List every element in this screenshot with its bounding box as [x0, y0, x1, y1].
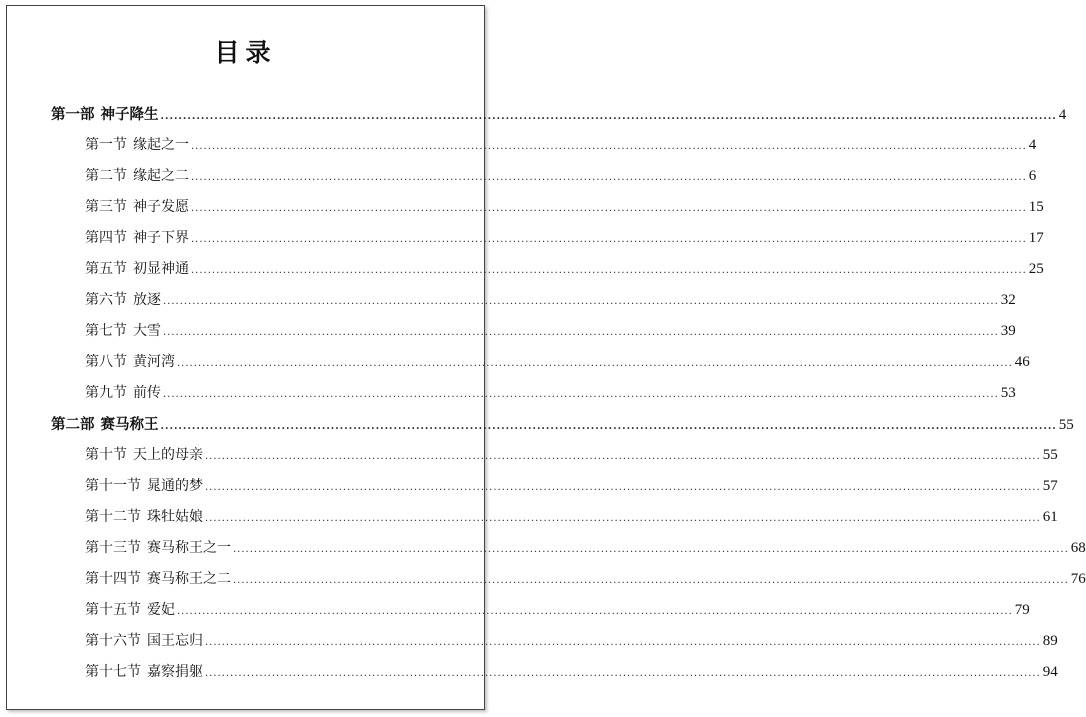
toc-entry-number: 第十一节	[85, 478, 141, 494]
dot-leader: ........................................................................................................................................................................................................	[233, 575, 1069, 586]
toc-page-number: 4	[1028, 137, 1037, 153]
dot-leader: ........................................................................................................................................................................................................	[177, 358, 1013, 369]
toc-page-number: 55	[1042, 447, 1058, 463]
dot-leader: ........................................................................................................................................................................................................	[160, 421, 1057, 432]
toc-entry-title: 爱妃	[147, 602, 175, 618]
toc-page-number: 39	[1000, 323, 1016, 339]
toc-entry-label	[85, 626, 203, 657]
toc-section-entry[interactable]	[51, 130, 1037, 161]
toc-section-entry[interactable]	[51, 564, 1086, 595]
toc-entry-label	[85, 285, 161, 316]
toc-entry-number: 第十七节	[85, 664, 141, 680]
toc-page-number: 76	[1070, 571, 1086, 587]
toc-section-entry[interactable]	[51, 316, 1016, 347]
toc-entry-label	[85, 595, 175, 626]
toc-page-number: 32	[1000, 292, 1016, 308]
toc-page-number: 46	[1014, 354, 1030, 370]
toc-entry-title: 神子降生	[100, 106, 159, 123]
toc-section-entry[interactable]	[51, 285, 1016, 316]
toc-section-entry[interactable]	[51, 626, 1058, 657]
toc-entry-label	[85, 564, 231, 595]
toc-entry-title: 国王忘归	[147, 633, 203, 649]
toc-entry-number: 第六节	[85, 292, 127, 308]
toc-page-number: 94	[1042, 664, 1058, 680]
toc-entry-number: 第十四节	[85, 571, 141, 587]
toc-entry-title: 赛马称王之二	[147, 571, 231, 587]
toc-section-entry[interactable]	[51, 192, 1044, 223]
dot-leader: ........................................................................................................................................................................................................	[233, 544, 1069, 555]
dot-leader: ........................................................................................................................................................................................................	[205, 668, 1041, 679]
toc-entry-label	[85, 316, 161, 347]
toc-section-entry[interactable]	[51, 471, 1058, 502]
toc-page-number: 55	[1058, 417, 1074, 433]
toc-entry-number: 第七节	[85, 323, 127, 339]
toc-entry-title: 初显神通	[133, 261, 189, 277]
toc-page-number: 61	[1042, 509, 1058, 525]
toc-entry-number: 第十节	[85, 447, 127, 463]
dot-leader: ........................................................................................................................................................................................................	[205, 451, 1041, 462]
toc-entry-label	[85, 223, 189, 254]
toc-section-entry[interactable]	[51, 378, 1016, 409]
dot-leader: ........................................................................................................................................................................................................	[191, 141, 1027, 152]
dot-leader: ........................................................................................................................................................................................................	[177, 606, 1013, 617]
toc-entry-label	[85, 347, 175, 378]
toc-entry-title: 珠牡姑娘	[147, 509, 203, 525]
toc-entry-label	[51, 99, 159, 130]
toc-section-entry[interactable]	[51, 223, 1044, 254]
dot-leader: ........................................................................................................................................................................................................	[160, 111, 1057, 122]
table-of-contents	[51, 99, 1086, 688]
toc-entry-label	[85, 192, 189, 223]
toc-entry-label	[85, 471, 203, 502]
toc-section-entry[interactable]	[51, 347, 1030, 378]
toc-entry-title: 晁通的梦	[147, 478, 203, 494]
toc-entry-label	[85, 161, 189, 192]
dot-leader: ........................................................................................................................................................................................................	[163, 327, 999, 338]
toc-entry-number: 第十六节	[85, 633, 141, 649]
dot-leader: ........................................................................................................................................................................................................	[163, 389, 999, 400]
toc-entry-title: 黄河湾	[133, 354, 175, 370]
toc-entry-label	[51, 409, 159, 440]
dot-leader: ........................................................................................................................................................................................................	[191, 172, 1027, 183]
toc-entry-number: 第十五节	[85, 602, 141, 618]
toc-page-number: 6	[1028, 168, 1037, 184]
dot-leader: ........................................................................................................................................................................................................	[163, 296, 999, 307]
page-title: 目录	[214, 38, 277, 67]
toc-entry-title: 放逐	[133, 292, 161, 308]
toc-section-entry[interactable]	[51, 657, 1058, 688]
toc-entry-title: 缘起之二	[133, 168, 189, 184]
toc-entry-label	[85, 533, 231, 564]
toc-entry-number: 第十三节	[85, 540, 141, 556]
toc-entry-number: 第二部	[51, 416, 95, 433]
toc-page-number: 57	[1042, 478, 1058, 494]
toc-page-number: 53	[1000, 385, 1016, 401]
toc-page-number: 68	[1070, 540, 1086, 556]
toc-entry-number: 第八节	[85, 354, 127, 370]
toc-page-number: 25	[1028, 261, 1044, 277]
toc-entry-label	[85, 130, 189, 161]
dot-leader: ........................................................................................................................................................................................................	[191, 265, 1027, 276]
dot-leader: ........................................................................................................................................................................................................	[205, 513, 1041, 524]
toc-entry-title: 缘起之一	[133, 137, 189, 153]
toc-section-entry[interactable]	[51, 502, 1058, 533]
toc-entry-title: 天上的母亲	[133, 447, 203, 463]
toc-entry-title: 赛马称王	[100, 416, 159, 433]
toc-entry-number: 第五节	[85, 261, 127, 277]
document-page	[6, 5, 1086, 710]
toc-entry-title: 神子下界	[133, 230, 189, 246]
toc-entry-label	[85, 254, 189, 285]
toc-section-entry[interactable]	[51, 254, 1044, 285]
toc-entry-number: 第十二节	[85, 509, 141, 525]
toc-entry-title: 赛马称王之一	[147, 540, 231, 556]
dot-leader: ........................................................................................................................................................................................................	[191, 234, 1027, 245]
toc-page-number: 4	[1058, 107, 1067, 123]
toc-page-number: 89	[1042, 633, 1058, 649]
toc-part-entry[interactable]	[51, 99, 1067, 130]
toc-section-entry[interactable]	[51, 533, 1086, 564]
toc-entry-number: 第九节	[85, 385, 127, 401]
dot-leader: ........................................................................................................................................................................................................	[205, 637, 1041, 648]
toc-entry-number: 第二节	[85, 168, 127, 184]
toc-entry-number: 第一节	[85, 137, 127, 153]
toc-page-number: 79	[1014, 602, 1030, 618]
dot-leader: ........................................................................................................................................................................................................	[191, 203, 1027, 214]
toc-entry-label	[85, 440, 203, 471]
dot-leader: ........................................................................................................................................................................................................	[205, 482, 1041, 493]
toc-section-entry[interactable]	[51, 440, 1058, 471]
toc-entry-title: 神子发愿	[133, 199, 189, 215]
toc-entry-label	[85, 378, 161, 409]
toc-entry-number: 第一部	[51, 106, 95, 123]
toc-section-entry[interactable]	[51, 161, 1037, 192]
toc-section-entry[interactable]	[51, 595, 1030, 626]
toc-entry-title: 前传	[133, 385, 161, 401]
toc-page-number: 15	[1028, 199, 1044, 215]
toc-entry-title: 大雪	[133, 323, 161, 339]
toc-entry-label	[85, 657, 203, 688]
toc-entry-title: 嘉察捐躯	[147, 664, 203, 680]
toc-entry-label	[85, 502, 203, 533]
toc-page-number: 17	[1028, 230, 1044, 246]
toc-entry-number: 第三节	[85, 199, 127, 215]
toc-part-entry[interactable]	[51, 409, 1074, 440]
toc-entry-number: 第四节	[85, 230, 127, 246]
